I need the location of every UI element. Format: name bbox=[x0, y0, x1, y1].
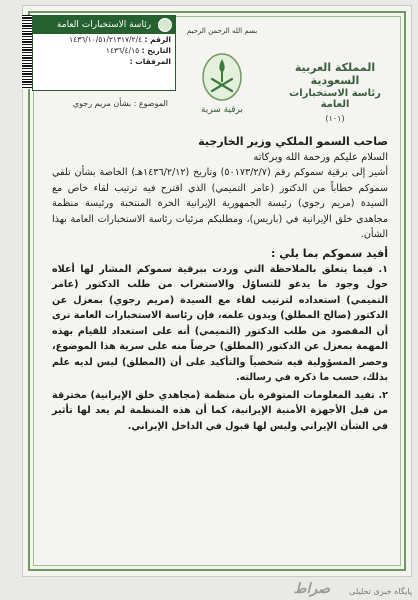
stamp-date-value: ١٤٣٦/٤/١٥ bbox=[105, 46, 140, 55]
classification-label: برقية سرية bbox=[200, 105, 243, 115]
basmala: بسم الله الرحمن الرحيم bbox=[186, 27, 258, 35]
lead-line: أفيد سموكم بما يلي : bbox=[270, 246, 388, 260]
stamp-date-row bbox=[33, 45, 175, 56]
intro-paragraph: أشير إلى برقية سموكم رقم (٥٠١٧٣/٢/٧) وتاريخ (١٤٣٦/٢/١٢هـ) الخاصة بشأن تلقي سموكم خطاباً من الدكتور (عامر التميمي) الذي اقترح فيه ترتيب لقاء خاص مع السيدة (مريم رجوي) رئيسة الجمهورية الإيرانية الحرة المنتخبة ورئيسة منظمة مجاهدي خلق الإيرانية في (باريس)، ومطلبكم مرئيات رئاسة الاستخبارات العامة بهذا الشأن. bbox=[52, 167, 388, 240]
watermark bbox=[0, 576, 418, 600]
subject-value: بشأن مريم رجوي bbox=[72, 99, 132, 108]
addressee: صاحب السمو الملكي وزير الخارجية bbox=[198, 135, 388, 148]
agency-seal-icon bbox=[158, 18, 172, 32]
stamp-date-label: التاريخ : bbox=[141, 46, 171, 55]
saudi-emblem-icon bbox=[200, 51, 244, 103]
document-page bbox=[22, 5, 412, 577]
reference-stamp bbox=[32, 15, 176, 91]
item-1: ١. فيما يتعلق بالملاحظة التي وردت ببرقية سموكم المشار لها أعلاه حول وجود ما يدعو للتساؤل والاستغراب من طلب الدكتور (عامر التميمي) استعداده لترتيب لقاء مع السيدة (مريم رجوي) بمعزل عن الدكتور (صالح المطلق) ويدون علمه، فإن رئاسة الاستخبارات العامة ترى أن المقصود من طلب الدكتور (التميمي) أنه على استعداد للقيام بهذه المهمة بمعزل عن الدكتور (المطلق) حرصاً منه على سرية هذا الموضوع، وحصر المسؤولية فيه شخصياً والتأكيد على أن (المطلق) ليس لديه علم بذلك، حسب ما ذكره في رسالته. bbox=[52, 263, 388, 383]
office-code: (١٠١) bbox=[325, 114, 345, 123]
stamp-number-label: الرقم : bbox=[144, 35, 171, 44]
watermark-text: پایگاه خبری تحلیلی bbox=[349, 587, 412, 596]
greeting: السلام عليكم ورحمة الله وبركاته bbox=[253, 152, 388, 163]
stamp-attachments-row bbox=[33, 56, 175, 67]
stamp-title: رئاسة الاستخبارات العامة bbox=[33, 16, 175, 34]
stamp-number-row bbox=[33, 34, 175, 45]
stamp-attachments-label: المرفقات : bbox=[129, 57, 171, 66]
item-2: ٢. تفيد المعلومات المتوفرة بأن منظمة (مجاهدي خلق الإيرانية) مخترقة من قبل الأجهزة الأمنية الإيرانية، كما أن هذه المنظمة لم يعد لها تأثير في الشأن الإيراني وليس لها قبول في الداخل الإيراني. bbox=[52, 389, 388, 432]
subject-label: الموضوع : bbox=[133, 99, 168, 108]
watermark-logo: صراط bbox=[293, 581, 330, 597]
agency-name: رئاسة الاستخبارات العامة bbox=[289, 88, 381, 110]
kingdom-name: المملكة العربية السعودية bbox=[294, 61, 376, 87]
letter-body bbox=[52, 133, 388, 434]
stamp-number-value: ١٤٣٦/١٠/٥١/٢١٣١٧/٢/٤ bbox=[69, 35, 143, 44]
letterhead bbox=[280, 61, 390, 123]
subject-line bbox=[40, 99, 168, 108]
